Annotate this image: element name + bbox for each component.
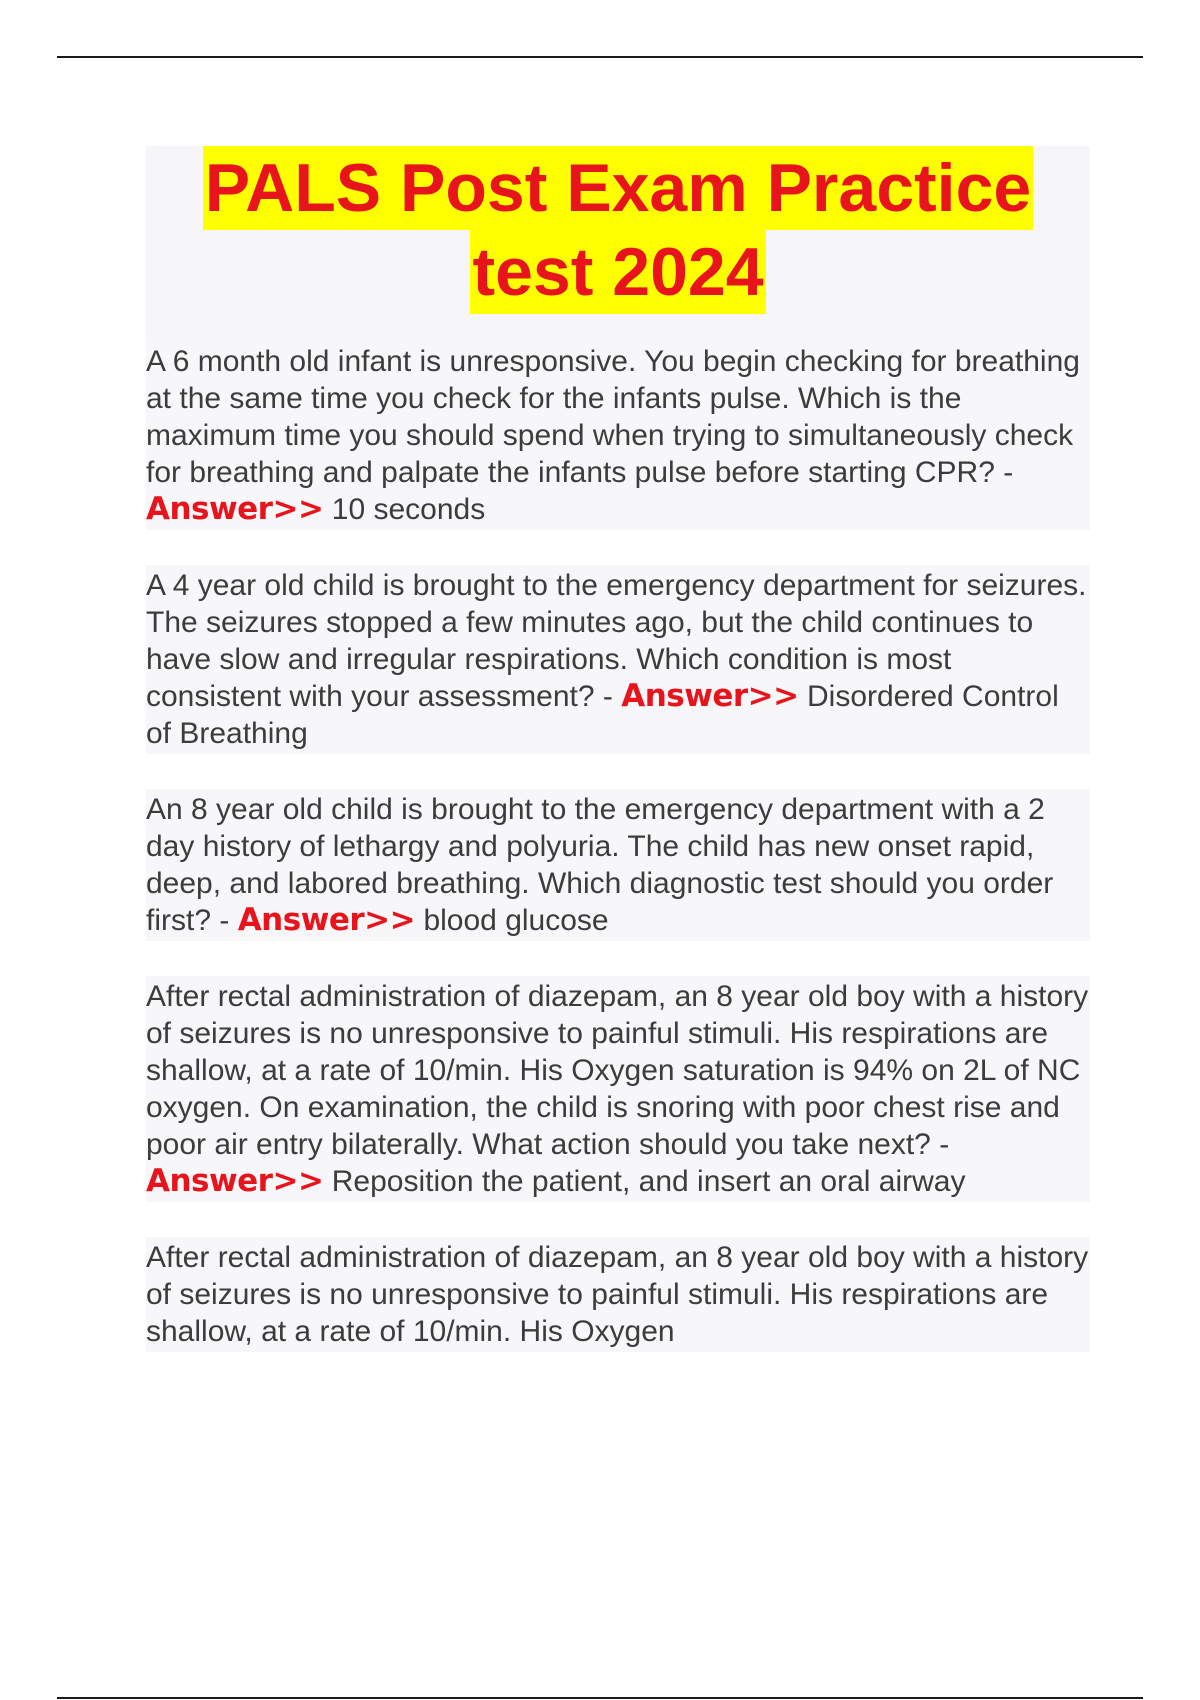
separator: -: [994, 456, 1014, 489]
top-rule: [57, 56, 1143, 58]
answer-marker: Answer>>: [146, 1163, 324, 1199]
answer-marker: Answer>>: [146, 491, 324, 527]
separator: -: [930, 1128, 950, 1161]
qa-item-partial: [146, 1237, 1090, 1352]
qa-item: [146, 565, 1090, 754]
answer-text: 10 seconds: [331, 493, 486, 526]
bottom-rule: [57, 1697, 1143, 1699]
qa-item: [146, 789, 1090, 941]
answer-marker: Answer>>: [621, 678, 799, 714]
document-title-line-1: PALS Post Exam Practice: [203, 146, 1033, 230]
qa-item: [146, 976, 1090, 1202]
document-title-line-2: test 2024: [470, 230, 765, 314]
answer-text: Reposition the patient, and insert an oral airway: [331, 1165, 966, 1198]
document-body: [146, 146, 1090, 1352]
answer-text: blood glucose: [423, 904, 609, 937]
separator: -: [594, 680, 622, 713]
question-text: After rectal administration of diazepam, an 8 year old boy with a history of seizures is no unresponsive to painful stimuli. His respirations are shallow, at a rate of 10/min. His Oxygen: [146, 1241, 1089, 1348]
question-text: After rectal administration of diazepam, an 8 year old boy with a history of seizures is no unresponsive to painful stimuli. His respirations are shallow, at a rate of 10/min. His Oxygen saturation is 94% on 2L of NC oxygen. On examination, the child is snoring with poor chest rise and poor air entry bilaterally. What action should you take next?: [146, 980, 1089, 1161]
answer-text: Disordered Control of Breathing: [146, 680, 1059, 750]
question-text: A 6 month old infant is unresponsive. You begin checking for breathing at the same time you check for the infants pulse. Which is the maximum time you should spend when trying to simultaneously check for breathing and palpate the infants pulse before starting CPR?: [146, 345, 1080, 489]
question-text: A 4 year old child is brought to the emergency department for seizures. The seizures stopped a few minutes ago, but the child continues to have slow and irregular respirations. Which condition is most consistent with your assessment?: [146, 569, 1087, 713]
separator: -: [211, 904, 238, 937]
title-block: [146, 146, 1090, 341]
question-text: An 8 year old child is brought to the emergency department with a 2 day history of lethargy and polyuria. The child has new onset rapid, deep, and labored breathing. Which diagnostic test should you order first?: [146, 793, 1054, 937]
answer-marker: Answer>>: [237, 902, 416, 938]
qa-item: [146, 341, 1090, 530]
